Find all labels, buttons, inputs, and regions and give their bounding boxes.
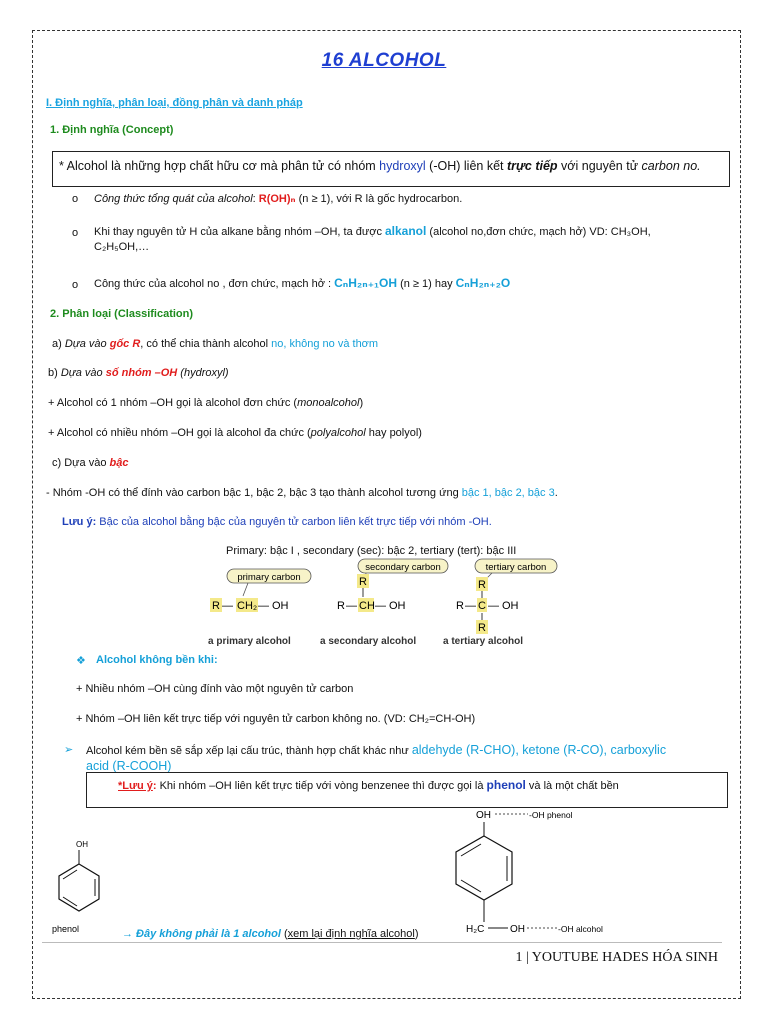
diamond-bullet-icon: ❖: [76, 655, 86, 667]
tertiary-dash1: —: [465, 600, 476, 612]
secondary-oh: OH: [389, 600, 406, 612]
tertiary-r-bottom: R: [478, 622, 486, 634]
def-carbon-no: carbon no.: [641, 159, 701, 173]
bullet-marker: o: [72, 193, 79, 205]
bullet-text: Công thức tổng quát của alcohol: [94, 193, 253, 205]
bullet-general-formula: [94, 192, 462, 205]
def-truc-tiep: trực tiếp: [506, 159, 558, 173]
ring-oh: OH: [476, 810, 491, 821]
bullet-marker: o: [72, 227, 79, 239]
subsection-classification: 2. Phân loại (Classification): [50, 308, 194, 320]
def-part: với nguyên tử: [557, 159, 642, 173]
note-label: *Lưu ý: [118, 780, 153, 792]
cls-text: .: [554, 487, 558, 499]
ring-double-bond: [461, 880, 481, 892]
see-definition: xem lại định nghĩa alcohol: [287, 928, 415, 940]
primary-dash1: —: [222, 600, 233, 612]
classification-a: [52, 338, 378, 350]
definition-box: [52, 151, 730, 187]
cls-text: (hydroxyl): [177, 367, 229, 379]
alcohol-types: no, không no và thơm: [271, 338, 379, 350]
phenol-structure: [44, 836, 114, 936]
secondary-r-top: R: [359, 576, 367, 588]
bullet-alkanol: [94, 224, 651, 238]
cls-text: - Nhóm -OH có thể đính vào carbon bậc 1, bậc 2, bậc 3 tạo thành alcohol tương ứng: [46, 487, 462, 499]
bullet-alkanol-cont: C₂H₅OH,…: [94, 241, 150, 253]
not-alcohol-text: → Đây không phải là 1 alcohol: [122, 928, 281, 940]
primary-r: R: [212, 600, 220, 612]
cls-text: , có thể chia thành alcohol: [140, 338, 272, 350]
secondary-bubble-text: secondary carbon: [365, 562, 441, 573]
primary-bubble-text: primary carbon: [237, 572, 301, 583]
bullet-colon: :: [252, 193, 256, 205]
figure-caption: Primary: bậc I , secondary (sec): bậc 2, tertiary (tert): bậc III: [226, 545, 517, 557]
classification-mono: [48, 397, 363, 409]
secondary-r: R: [337, 600, 345, 612]
oh-alcohol-label: -OH alcohol: [558, 924, 603, 934]
h2c-group: H₂C: [466, 924, 485, 935]
paren: (: [280, 928, 288, 940]
def-hydroxyl: hydroxyl: [379, 159, 426, 173]
phenol-note: [118, 778, 619, 792]
tertiary-c: C: [478, 600, 486, 612]
bac-levels: bậc 1, bậc 2, bậc 3: [461, 487, 555, 499]
rearrange-line-2: acid (R-COOH): [86, 759, 172, 773]
primary-pointer: [243, 583, 248, 596]
note-text: và là một chất bền: [525, 780, 619, 792]
secondary-dash2: —: [375, 600, 386, 612]
tertiary-dash2: —: [488, 600, 499, 612]
goc-r: gốc R: [109, 338, 141, 350]
cls-text: Dựa vào: [60, 367, 106, 379]
classification-c: [52, 457, 128, 469]
secondary-dash1: —: [346, 600, 357, 612]
luu-y-text: Bậc của alcohol bằng bậc của nguyên tử carbon liên kết trực tiếp với nhóm -OH.: [96, 516, 492, 528]
phenol-oh: OH: [76, 840, 88, 849]
footer-divider: [42, 942, 722, 943]
cls-text: Dựa vào: [64, 338, 110, 350]
phenol-label: phenol: [52, 924, 80, 934]
page-title: 16 ALCOHOL: [321, 50, 447, 71]
cls-text: ): [359, 397, 364, 409]
def-part: * Alcohol là những hợp chất hữu cơ mà phân tử có nhóm: [59, 159, 380, 173]
alcohol-classes-figure: [200, 558, 560, 650]
note-text: Khi nhóm –OH liên kết trực tiếp với vòng benzenee thì được gọi là: [156, 780, 487, 792]
unstable-heading: Alcohol không bền khi:: [96, 654, 218, 666]
primary-label: a primary alcohol: [208, 636, 291, 647]
tertiary-label: a tertiary alcohol: [443, 636, 524, 647]
tertiary-r-top: R: [478, 579, 486, 591]
tertiary-oh: OH: [502, 600, 519, 612]
cls-text: c) Dựa vào: [52, 457, 110, 469]
hydroxybenzyl-structure: [440, 806, 620, 938]
formula-cnh2n1oh: CₙH₂ₙ₊₁OH: [334, 276, 398, 290]
cls-text: b): [48, 367, 61, 379]
formula-cnh2n2o: CₙH₂ₙ₊₂O: [455, 276, 511, 290]
phenol-double-bond: [63, 870, 77, 879]
alcohol-oh: OH: [510, 924, 525, 935]
secondary-ch: CH: [359, 600, 375, 612]
bac-term: bậc: [109, 457, 129, 469]
footer-text: 1 | YOUTUBE HADES HÓA SINH: [515, 950, 718, 965]
arrow-bullet-icon: ➢: [64, 744, 74, 756]
monoalcohol: monoalcohol: [297, 397, 360, 409]
primary-dash2: —: [258, 600, 269, 612]
so-nhom-oh: số nhóm –OH: [105, 367, 178, 379]
bullet-text: Công thức của alcohol no , đơn chức, mạch hở :: [94, 278, 335, 290]
tertiary-bubble-text: tertiary carbon: [485, 562, 547, 573]
primary-oh: OH: [272, 600, 289, 612]
cls-text: + Alcohol có nhiều nhóm –OH gọi là alcohol đa chức (: [48, 427, 311, 439]
luu-y-label: Lưu ý:: [62, 516, 97, 528]
bac-description: [46, 487, 558, 499]
not-alcohol-note: [122, 928, 419, 940]
cls-text: + Alcohol có 1 nhóm –OH gọi là alcohol đơn chức (: [48, 397, 298, 409]
bullet-text: (alcohol no,đơn chức, mạch hở) VD: CH₃OH,: [426, 226, 651, 238]
bullet-text: (n ≥ 1), với R là gốc hydrocarbon.: [295, 193, 463, 205]
bullet-no-formula: [94, 276, 510, 290]
polyalcohol: polyalcohol: [310, 427, 366, 439]
rearrange-text: Alcohol kém bền sẽ sắp xếp lại cấu trúc, thành hợp chất khác như: [86, 745, 412, 757]
definition-text: [59, 159, 701, 173]
cls-text: a): [52, 338, 65, 350]
bullet-text: (n ≥ 1) hay: [397, 278, 456, 290]
note-colon: :: [152, 780, 157, 792]
rearrange-products: aldehyde (R-CHO), ketone (R-CO), carboxylic: [411, 743, 667, 757]
oh-phenol-label: -OH phenol: [529, 810, 573, 820]
paren: ): [414, 928, 419, 940]
alkanol-term: alkanol: [385, 224, 427, 238]
phenol-term: phenol: [486, 778, 526, 792]
phenol-double-bond: [63, 897, 77, 906]
bullet-marker: o: [72, 279, 79, 291]
classification-b: [48, 367, 229, 379]
def-part: (-OH) liên kết: [425, 159, 507, 173]
tertiary-r: R: [456, 600, 464, 612]
section-heading-1: I. Định nghĩa, phân loại, đồng phân và danh pháp: [46, 97, 303, 109]
primary-ch2: CH₂: [237, 600, 258, 612]
unstable-item-1: + Nhiều nhóm –OH cùng đính vào một nguyên tử carbon: [76, 683, 354, 695]
benzene-ring: [456, 836, 512, 900]
cls-text: hay polyol): [365, 427, 422, 439]
unstable-item-2: + Nhóm –OH liên kết trực tiếp với nguyên tử carbon không no. (VD: CH₂=CH-OH): [76, 713, 476, 725]
secondary-label: a secondary alcohol: [320, 636, 417, 647]
ring-double-bond: [461, 844, 481, 856]
classification-poly: [48, 427, 422, 439]
subsection-definition: 1. Định nghĩa (Concept): [50, 124, 174, 136]
formula-roh-n: R(OH)ₙ: [258, 193, 296, 205]
phenol-ring: [59, 864, 99, 911]
luu-y-bac: [62, 516, 492, 528]
bullet-text: Khi thay nguyên tử H của alkane bằng nhóm –OH, ta được: [94, 226, 385, 238]
rearrange-line-1: [86, 743, 666, 757]
